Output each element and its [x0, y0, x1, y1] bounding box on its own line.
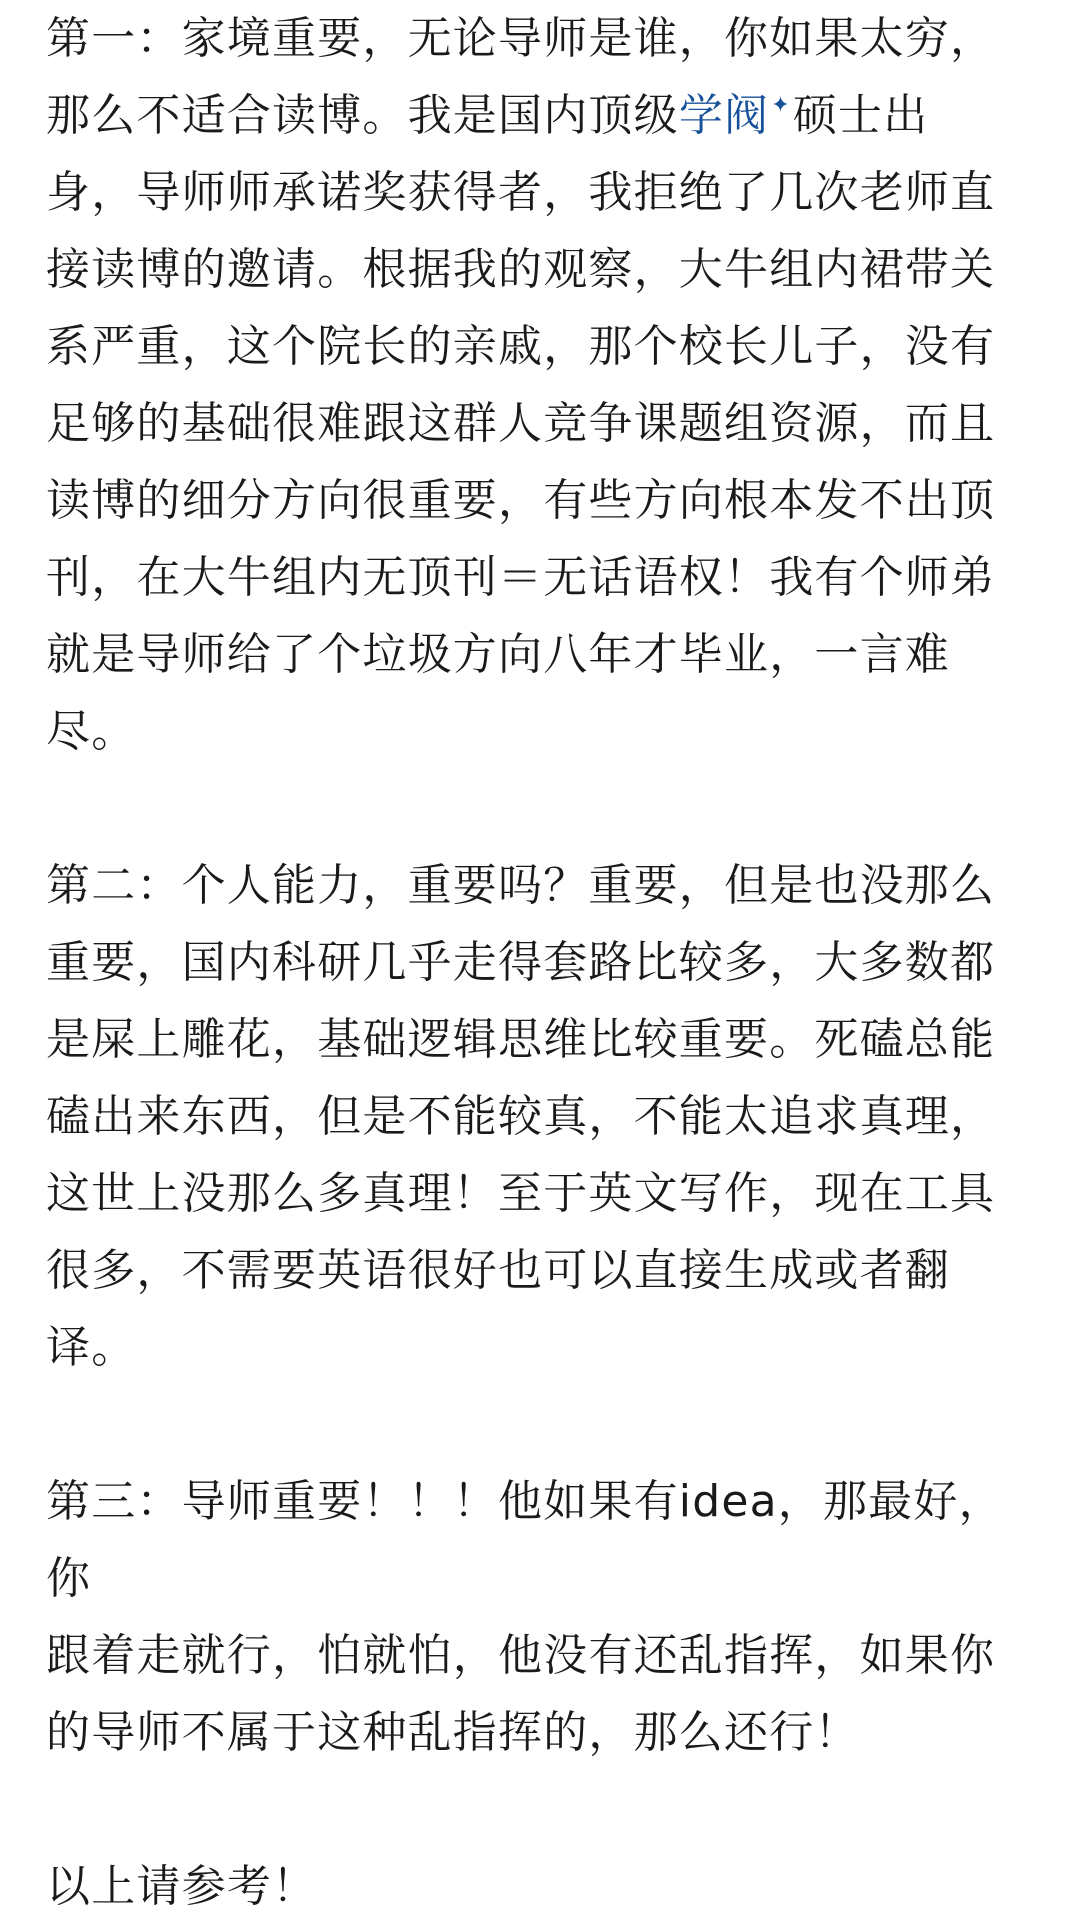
text-line: 接读博的邀请。根据我的观察，大牛组内裙带关 [46, 244, 996, 295]
text-line: 第一：家境重要，无论导师是谁，你如果太穷， [46, 13, 996, 64]
text-line: 磕出来东西，但是不能较真，不能太追求真理， [46, 1091, 996, 1142]
line-text: 硕士出 [792, 90, 929, 141]
text-line: 重要，国内科研几乎走得套路比较多，大多数都 [46, 937, 996, 988]
text-line: 译。 [46, 1322, 137, 1373]
text-line: 第二：个人能力，重要吗？重要，但是也没那么 [46, 860, 996, 911]
paragraph-gap [46, 1771, 1046, 1848]
text-line: 是屎上雕花，基础逻辑思维比较重要。死磕总能 [46, 1014, 996, 1065]
text-line: 跟着走就行，怕就怕，他没有还乱指挥，如果你 [46, 1630, 996, 1681]
paragraph-1 [46, 0, 1046, 770]
text-line: 尽。 [46, 706, 137, 757]
text-line: 刊，在大牛组内无顶刊＝无话语权！我有个师弟 [46, 552, 996, 603]
paragraph-2 [46, 847, 1046, 1386]
keyword-link-xuefa[interactable]: 学阀 [678, 90, 770, 141]
text-line: 足够的基础很难跟这群人竞争课题组资源，而且 [46, 398, 996, 449]
paragraph-3 [46, 1463, 1046, 1771]
text-line: 系严重，这个院长的亲戚，那个校长儿子，没有 [46, 321, 996, 372]
answer-body [46, 0, 1046, 1925]
paragraph-4 [46, 1848, 1046, 1925]
text-line: 这世上没那么多真理！至于英文写作，现在工具 [46, 1168, 996, 1219]
sparkle-icon[interactable]: ✦ [771, 93, 791, 118]
line-text: 那么不适合读博。我是国内顶级 [46, 90, 679, 141]
text-line: 的导师不属于这种乱指挥的，那么还行！ [46, 1707, 860, 1758]
text-line: 第三：导师重要！！！他如果有idea，那最好，你 [46, 1476, 1004, 1604]
text-line: 身，导师师承诺奖获得者，我拒绝了几次老师直 [46, 167, 996, 218]
paragraph-gap [46, 770, 1046, 847]
paragraph-gap [46, 1386, 1046, 1463]
text-line: 就是导师给了个垃圾方向八年才毕业，一言难 [46, 629, 950, 680]
text-line-with-link [46, 77, 1046, 154]
text-line: 很多，不需要英语很好也可以直接生成或者翻 [46, 1245, 950, 1296]
text-line: 以上请参考！ [46, 1861, 318, 1912]
text-line: 读博的细分方向很重要，有些方向根本发不出顶 [46, 475, 996, 526]
